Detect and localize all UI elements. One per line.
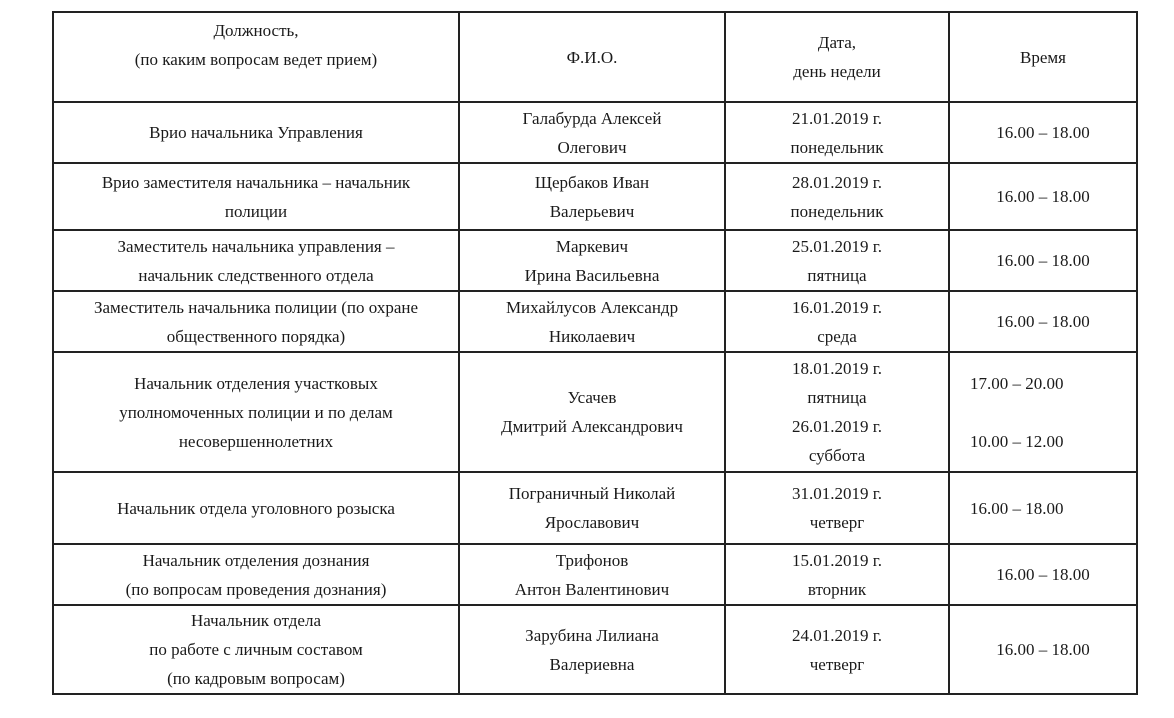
header-position: Должность, (по каким вопросам ведет прием) <box>53 12 459 102</box>
table-header-row <box>53 12 1137 102</box>
date-cell: 28.01.2019 г. понедельник <box>725 163 949 230</box>
date-cell: 18.01.2019 г. пятница 26.01.2019 г. суббота <box>725 352 949 472</box>
time-cell: 16.00 – 18.00 <box>949 102 1137 163</box>
time-cell: 16.00 – 18.00 <box>949 544 1137 605</box>
header-date: Дата, день недели <box>725 12 949 102</box>
fio-cell: Трифонов Антон Валентинович <box>459 544 725 605</box>
table-row <box>53 102 1137 163</box>
time-cell: 16.00 – 18.00 <box>949 163 1137 230</box>
position-cell: Заместитель начальника полиции (по охране общественного порядка) <box>53 291 459 352</box>
date-cell: 21.01.2019 г. понедельник <box>725 102 949 163</box>
table-row <box>53 230 1137 291</box>
fio-cell: Щербаков Иван Валерьевич <box>459 163 725 230</box>
position-cell: Начальник отдела по работе с личным составом (по кадровым вопросам) <box>53 605 459 694</box>
fio-cell: Маркевич Ирина Васильевна <box>459 230 725 291</box>
table-row <box>53 352 1137 472</box>
time-cell: 17.00 – 20.00 10.00 – 12.00 <box>949 352 1137 472</box>
table-row <box>53 472 1137 544</box>
position-cell: Врио заместителя начальника – начальник полиции <box>53 163 459 230</box>
fio-cell: Галабурда Алексей Олегович <box>459 102 725 163</box>
fio-cell: Усачев Дмитрий Александрович <box>459 352 725 472</box>
time-cell: 16.00 – 18.00 <box>949 230 1137 291</box>
table-row <box>53 605 1137 694</box>
fio-cell: Михайлусов Александр Николаевич <box>459 291 725 352</box>
time-cell: 16.00 – 18.00 <box>949 472 1137 544</box>
date-cell: 16.01.2019 г. среда <box>725 291 949 352</box>
table-row <box>53 163 1137 230</box>
time-cell: 16.00 – 18.00 <box>949 605 1137 694</box>
header-fio: Ф.И.О. <box>459 12 725 102</box>
table-row <box>53 544 1137 605</box>
reception-schedule-table <box>52 11 1138 695</box>
position-cell: Начальник отдела уголовного розыска <box>53 472 459 544</box>
date-cell: 31.01.2019 г. четверг <box>725 472 949 544</box>
fio-cell: Пограничный Николай Ярославович <box>459 472 725 544</box>
header-time: Время <box>949 12 1137 102</box>
position-cell: Заместитель начальника управления – начальник следственного отдела <box>53 230 459 291</box>
position-cell: Начальник отделения дознания (по вопросам проведения дознания) <box>53 544 459 605</box>
table-row <box>53 291 1137 352</box>
date-cell: 24.01.2019 г. четверг <box>725 605 949 694</box>
date-cell: 15.01.2019 г. вторник <box>725 544 949 605</box>
position-cell: Врио начальника Управления <box>53 102 459 163</box>
position-cell: Начальник отделения участковых уполномоченных полиции и по делам несовершеннолетних <box>53 352 459 472</box>
fio-cell: Зарубина Лилиана Валериевна <box>459 605 725 694</box>
time-cell: 16.00 – 18.00 <box>949 291 1137 352</box>
date-cell: 25.01.2019 г. пятница <box>725 230 949 291</box>
